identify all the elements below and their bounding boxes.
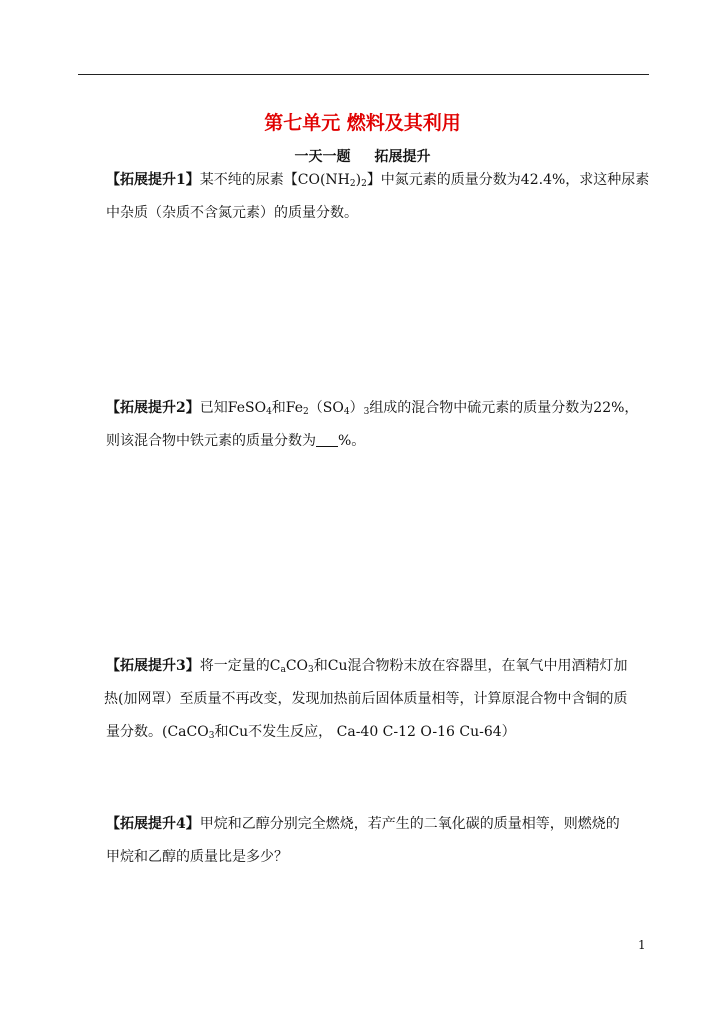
- question-2-tag: 【拓展提升2】: [106, 400, 200, 416]
- subtitle-left: 一天一题: [294, 149, 351, 165]
- question-4-line-1: [106, 808, 651, 841]
- question-1-text: ): [355, 172, 362, 188]
- question-2-text: %。: [338, 433, 366, 449]
- question-3-line-3: [106, 716, 651, 749]
- question-1-text: 】中氮元素的质量分数为42.4%，求这种尿素: [366, 172, 650, 188]
- question-1-line-2: 中杂质（杂质不含氮元素）的质量分数。: [106, 205, 358, 221]
- question-2-line-2: [106, 425, 651, 458]
- question-1-tag: 【拓展提升1】: [106, 172, 200, 188]
- subscript: a: [280, 665, 286, 675]
- question-3-text: 和Cu混合物粉末放在容器里，在氧气中用酒精灯加: [313, 658, 628, 674]
- question-3: [106, 650, 651, 749]
- question-2-text: 已知FeSO: [199, 400, 267, 416]
- question-1-text: 某不纯的尿素【CO(NH: [199, 172, 350, 188]
- question-3-text: 和Cu不发生反应， Ca-40 C-12 O-16 Cu-64）: [214, 724, 516, 740]
- question-4-text: 甲烷和乙醇分别完全燃烧，若产生的二氧化碳的质量相等，则燃烧的: [199, 816, 620, 832]
- question-1-line-1: [106, 164, 651, 197]
- question-3-tag: 【拓展提升3】: [106, 658, 200, 674]
- page-subtitle: [0, 146, 725, 166]
- question-2-text: （SO: [308, 400, 344, 416]
- subscript: 4: [266, 407, 272, 417]
- question-4-line-2: 甲烷和乙醇的质量比是多少？: [106, 849, 288, 865]
- question-4-tag: 【拓展提升4】: [106, 816, 200, 832]
- question-3-text: 将一定量的C: [199, 658, 281, 674]
- question-2-text: 则该混合物中铁元素的质量分数为: [106, 433, 316, 449]
- subscript: 2: [303, 407, 309, 417]
- question-4: [106, 808, 651, 874]
- page-title: 第七单元 燃料及其利用: [264, 112, 461, 134]
- question-2: [106, 392, 651, 458]
- subscript: 3: [208, 731, 215, 741]
- question-2-text: 和Fe: [271, 400, 304, 416]
- question-1: [106, 164, 651, 230]
- question-2-text: 组成的混合物中硫元素的质量分数为22%，: [369, 400, 639, 416]
- page-number: 1: [638, 938, 646, 952]
- subscript: 2: [361, 179, 367, 189]
- header-rule: [78, 74, 649, 75]
- question-3-text: 量分数。(CaCO: [106, 724, 209, 740]
- subscript: 3: [363, 407, 370, 417]
- subscript: 2: [349, 179, 356, 189]
- question-2-text: ）: [349, 400, 364, 416]
- subtitle-right: 拓展提升: [374, 149, 431, 165]
- subscript: 4: [343, 407, 350, 417]
- answer-blank[interactable]: [316, 432, 338, 447]
- question-3-line-2: 热(加网罩）至质量不再改变，发现加热前后固体质量相等，计算原混合物中含铜的质: [104, 691, 628, 707]
- question-3-line-1: [106, 650, 651, 683]
- subscript: 3: [308, 665, 314, 675]
- question-2-line-1: [106, 392, 651, 425]
- question-3-text: CO: [285, 658, 309, 674]
